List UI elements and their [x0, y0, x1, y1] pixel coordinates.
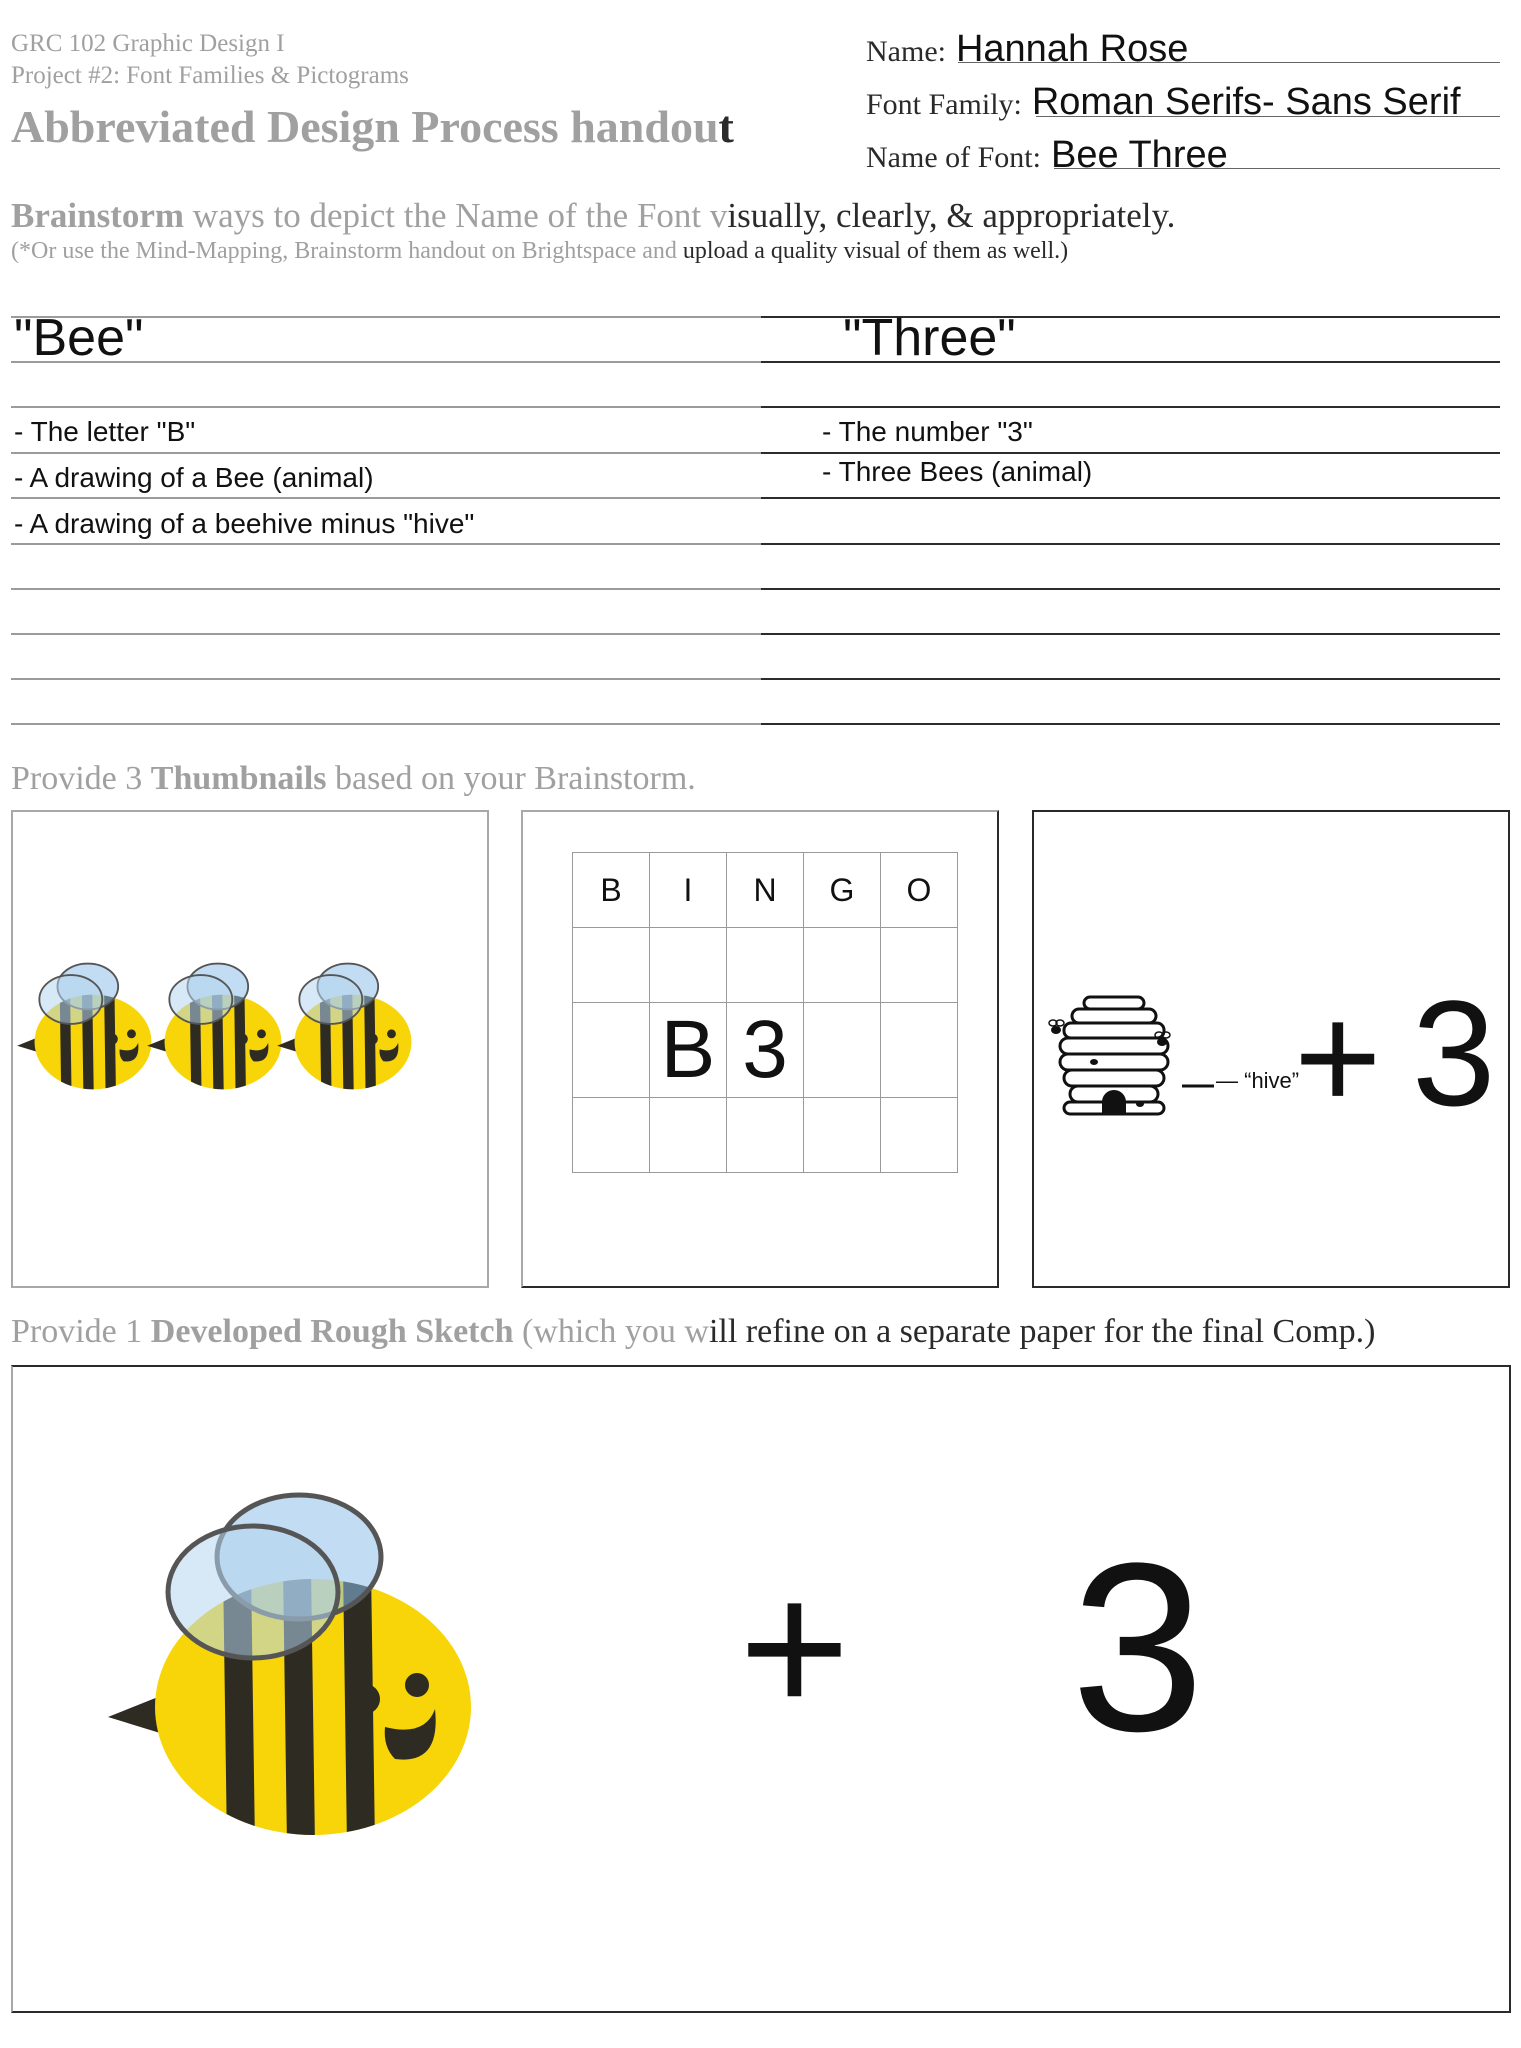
rule-line	[11, 543, 761, 545]
bingo-cell	[650, 928, 727, 1003]
list-item: - Three Bees (animal)	[822, 456, 1093, 487]
font-name-underline	[1054, 168, 1500, 169]
rule-line	[11, 588, 761, 590]
thumbnails-heading	[11, 760, 696, 798]
brainstorm-sub-gray: (*Or use the Mind-Mapping, Brainstorm handout on Brightspace and	[11, 238, 683, 264]
bingo-number-cell: 3	[727, 1003, 804, 1098]
list-item: - The letter "B"	[14, 416, 196, 447]
bingo-cell	[573, 1003, 650, 1098]
page-title	[11, 100, 734, 153]
font-family-label: Font Family:	[866, 88, 1022, 121]
bingo-cell	[804, 1098, 881, 1173]
rule-line	[11, 633, 761, 635]
three-bees-drawing	[13, 812, 486, 1285]
rule-line	[761, 497, 1500, 499]
plus-symbol: +	[1294, 973, 1382, 1141]
font-name-label: Name of Font:	[866, 141, 1041, 174]
course-name: GRC 102 Graphic Design I	[11, 30, 285, 57]
bingo-grid	[572, 852, 958, 1173]
rule-line	[761, 406, 1500, 408]
page-title-main: Abbreviated Design Process handou	[11, 101, 719, 152]
rule-line	[11, 406, 761, 408]
bingo-cell	[804, 928, 881, 1003]
rough-sketch-box	[11, 1365, 1511, 2013]
bingo-cell	[881, 928, 958, 1003]
brainstorm-heading-gray: ways to depict the Name of the Font v	[184, 196, 728, 235]
rule-line	[11, 723, 761, 725]
bingo-cell	[727, 928, 804, 1003]
bee-icon	[108, 1495, 471, 1847]
bingo-header-cell: I	[650, 853, 727, 928]
bingo-cell	[573, 928, 650, 1003]
bingo-letter-cell: B	[650, 1003, 727, 1098]
name-value: Hannah Rose	[955, 28, 1189, 70]
font-name-value: Bee Three	[1050, 134, 1228, 176]
thumbnails-heading-pre: Provide 3	[11, 760, 151, 797]
bingo-header-cell: B	[573, 853, 650, 928]
font-family-underline	[1036, 116, 1500, 117]
bingo-cell	[650, 1098, 727, 1173]
number-three: 3	[1071, 1513, 1205, 1781]
font-family-value: Roman Serifs- Sans Serif	[1031, 81, 1461, 123]
bingo-header-cell: O	[881, 853, 958, 928]
name-label: Name:	[866, 35, 946, 68]
brainstorm-word-bee: "Bee"	[14, 309, 144, 367]
rule-line	[761, 723, 1500, 725]
rule-line	[11, 678, 761, 680]
brainstorm-word-three: "Three"	[843, 309, 1016, 367]
project-name: Project #2: Font Families & Pictograms	[11, 62, 409, 89]
name-field	[866, 28, 1188, 71]
bee-icon	[277, 964, 411, 1094]
plus-symbol: +	[739, 1542, 850, 1754]
brainstorm-heading	[11, 196, 1175, 236]
sketch-heading-bold: Developed Rough Sketch	[150, 1313, 514, 1350]
sketch-heading-pre: Provide 1	[11, 1313, 151, 1350]
thumbnail-three-bees	[11, 810, 489, 1288]
bingo-cell	[881, 1098, 958, 1173]
rule-line	[761, 588, 1500, 590]
bingo-header-cell: G	[804, 853, 881, 928]
bingo-cell	[573, 1098, 650, 1173]
thumbnails-heading-post: based on your Brainstorm.	[326, 760, 696, 797]
font-family-field	[866, 81, 1461, 124]
brainstorm-subheading	[11, 238, 1068, 265]
bee-icon	[17, 964, 151, 1094]
bingo-cell	[727, 1098, 804, 1173]
list-item: - The number "3"	[822, 416, 1033, 447]
list-item: - A drawing of a beehive minus "hive"	[14, 508, 475, 539]
sketch-heading-dark: ill refine on a separate paper for the final Comp.)	[708, 1313, 1376, 1350]
rule-line	[11, 452, 761, 454]
number-three: 3	[1412, 969, 1496, 1137]
name-underline	[958, 62, 1500, 63]
bee-icon	[147, 964, 281, 1094]
page-title-tail: t	[718, 101, 734, 152]
font-name-field	[866, 134, 1228, 177]
sketch-heading-gray: (which you w	[513, 1313, 709, 1350]
thumbnail-bingo-card	[521, 810, 999, 1288]
bingo-header-cell: N	[727, 853, 804, 928]
brainstorm-heading-dark: isually, clearly, & appropriately.	[727, 196, 1176, 235]
brainstorm-sub-dark: upload a quality visual of them as well.)	[682, 238, 1069, 264]
bingo-cell	[804, 1003, 881, 1098]
list-item: - A drawing of a Bee (animal)	[14, 462, 374, 493]
sketch-heading	[11, 1313, 1375, 1351]
rule-line	[761, 633, 1500, 635]
thumbnail-beehive-equation	[1032, 810, 1510, 1288]
rule-line	[11, 497, 761, 499]
rule-line	[761, 452, 1500, 454]
rule-line	[761, 543, 1500, 545]
rule-line	[761, 678, 1500, 680]
bingo-cell	[881, 1003, 958, 1098]
minus-hive-label: — “hive”	[1216, 1068, 1300, 1093]
brainstorm-heading-bold: Brainstorm	[11, 196, 185, 235]
course-info	[11, 28, 409, 92]
thumbnails-heading-bold: Thumbnails	[150, 760, 327, 797]
